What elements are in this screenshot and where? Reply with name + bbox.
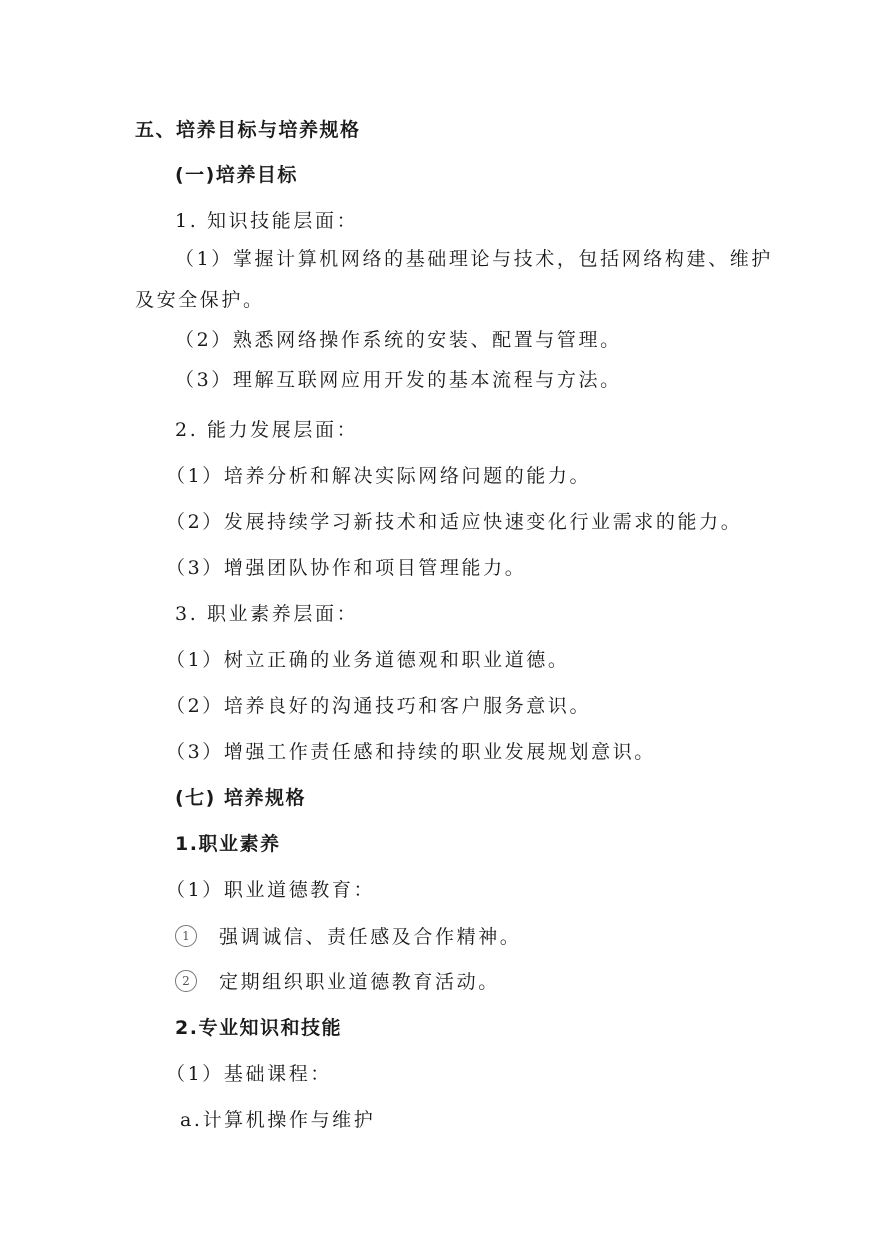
knowledge-item-1-line1: （1）掌握计算机网络的基础理论与技术，包括网络构建、维护	[175, 248, 773, 270]
spec-2-heading: 2.专业知识和技能	[175, 1017, 342, 1039]
ethics-item-1-text: 强调诚信、责任感及合作精神。	[219, 926, 522, 948]
ethics-heading: （1）职业道德教育：	[166, 879, 376, 901]
ability-item-3: （3）增强团队协作和项目管理能力。	[166, 557, 527, 579]
ability-item-1: （1）培养分析和解决实际网络问题的能力。	[166, 465, 592, 487]
knowledge-item-1-line2: 及安全保护。	[135, 289, 265, 311]
circled-number-2: 2	[175, 970, 197, 992]
quality-heading: 3. 职业素养层面：	[175, 603, 359, 625]
ethics-item-2-text: 定期组织职业道德教育活动。	[219, 971, 500, 993]
ability-item-2: （2）发展持续学习新技术和适应快速变化行业需求的能力。	[166, 511, 743, 533]
quality-item-2: （2）培养良好的沟通技巧和客户服务意识。	[166, 695, 592, 717]
basic-course-heading: （1）基础课程：	[166, 1063, 332, 1085]
spec-1-heading: 1.职业素养	[175, 833, 281, 855]
knowledge-item-3: （3）理解互联网应用开发的基本流程与方法。	[175, 369, 622, 391]
knowledge-heading: 1. 知识技能层面：	[175, 210, 359, 232]
ethics-item-1	[175, 924, 521, 950]
knowledge-item-2: （2）熟悉网络操作系统的安装、配置与管理。	[175, 329, 622, 351]
section-title: 五、培养目标与培养规格	[135, 119, 361, 141]
ethics-item-2	[175, 969, 500, 995]
circled-number-1: 1	[175, 925, 197, 947]
goal-heading: (一)培养目标	[175, 164, 298, 186]
quality-item-3: （3）增强工作责任感和持续的职业发展规划意识。	[166, 741, 656, 763]
ability-heading: 2. 能力发展层面：	[175, 419, 359, 441]
quality-item-1: （1）树立正确的业务道德观和职业道德。	[166, 649, 570, 671]
spec-heading: (七) 培养规格	[175, 787, 306, 809]
basic-course-item-a: a.计算机操作与维护	[180, 1109, 376, 1131]
